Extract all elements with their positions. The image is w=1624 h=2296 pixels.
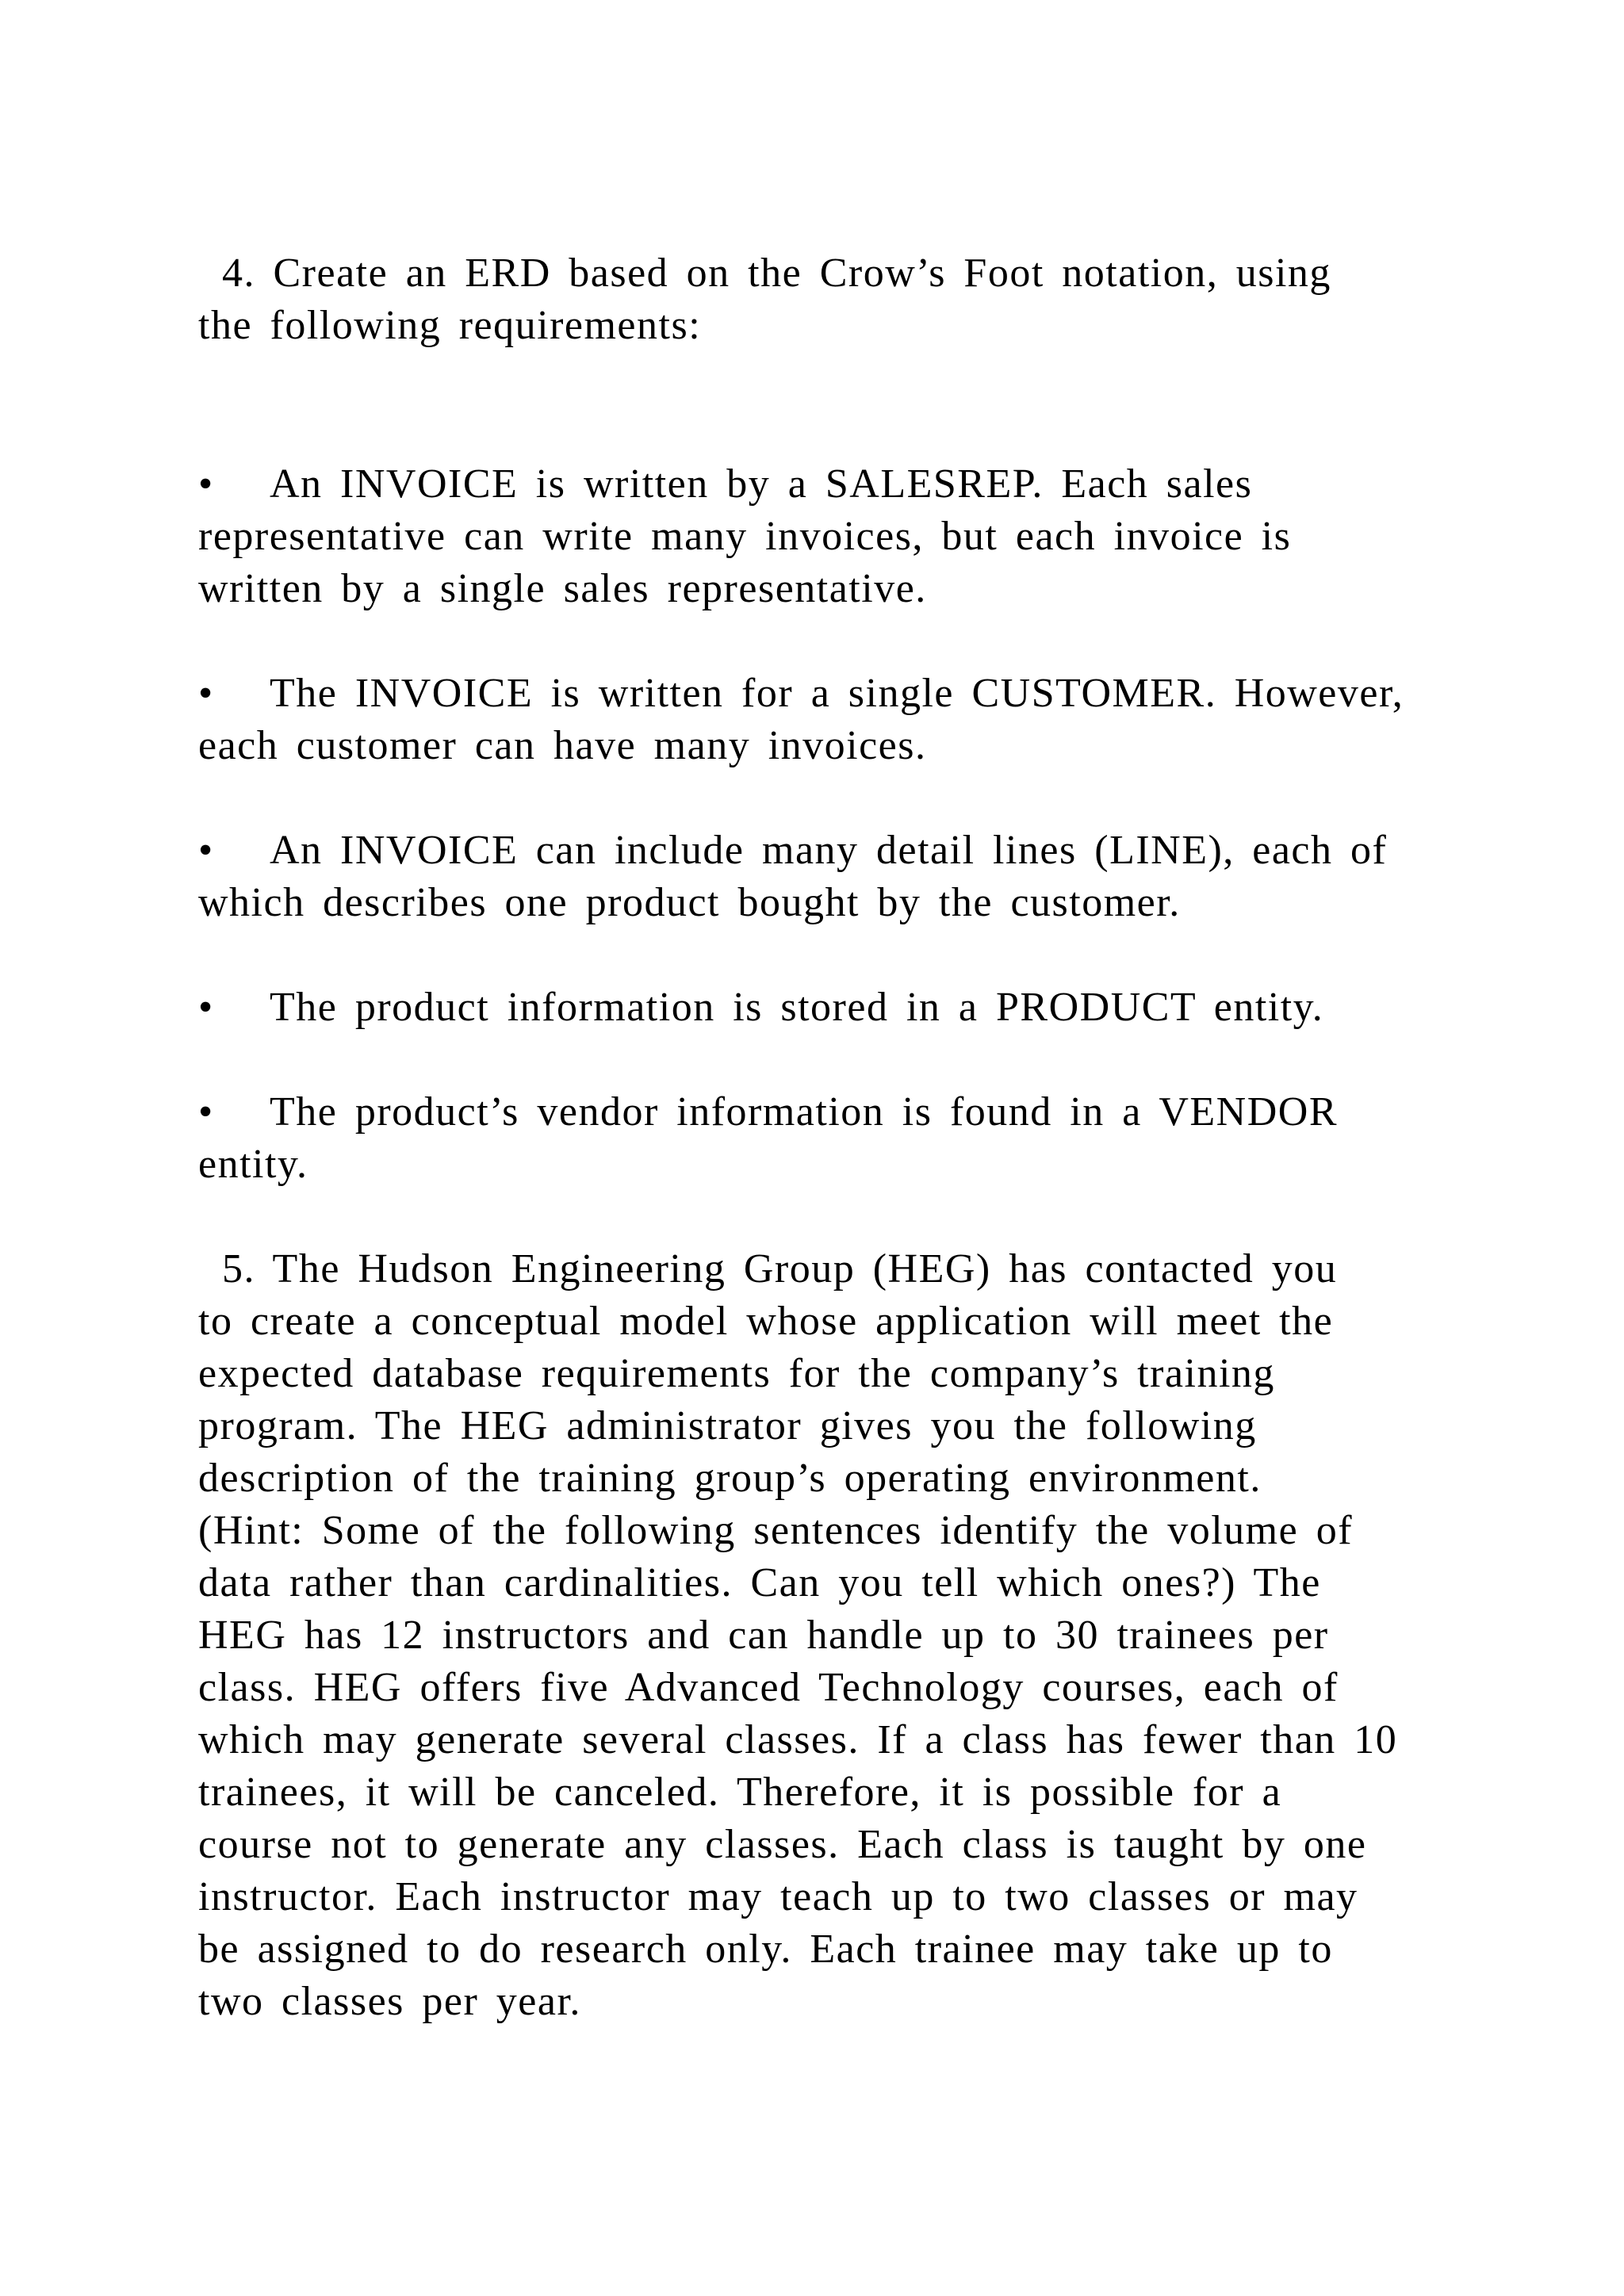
question-5-line-9: class. HEG offers five Advanced Technology courses, each of (198, 1665, 1339, 1710)
question-5-line-10: which may generate several classes. If a class has fewer than 10 (198, 1717, 1398, 1762)
question-5-line-13: instructor. Each instructor may teach up to two classes or may (198, 1874, 1358, 1919)
bullet-mark: • (198, 671, 214, 716)
bullet-5-line-2: entity. (198, 1142, 308, 1187)
question-5-line-5: description of the training group’s operating environment. (198, 1456, 1262, 1501)
question-5-line-2: to create a conceptual model whose application will meet the (198, 1299, 1334, 1344)
bullet-1-line-1: • An INVOICE is written by a SALESREP. Each sales (198, 458, 1507, 511)
bullet-2-line-2: each customer can have many invoices. (198, 723, 927, 768)
bullet-5-line-1: • The product’s vendor information is found in a VENDOR (198, 1086, 1507, 1138)
bullet-2-line-1: • The INVOICE is written for a single CUSTOMER. However, (198, 668, 1507, 720)
question-5-line-12: course not to generate any classes. Each class is taught by one (198, 1822, 1367, 1867)
question-5-line-14: be assigned to do research only. Each trainee may take up to (198, 1927, 1333, 1972)
question-5-line-8: HEG has 12 instructors and can handle up to 30 trainees per (198, 1613, 1329, 1658)
bullet-mark: • (198, 1089, 214, 1135)
question-4-line-2: the following requirements: (198, 303, 702, 348)
question-5-line-11: trainees, it will be canceled. Therefore, it is possible for a (198, 1770, 1282, 1815)
bullet-3-line-1: • An INVOICE can include many detail lines (LINE), each of (198, 825, 1507, 877)
bullet-1-line-2: representative can write many invoices, but each invoice is (198, 514, 1292, 559)
question-5-line-7: data rather than cardinalities. Can you tell which ones?) The (198, 1560, 1321, 1605)
bullet-mark: • (198, 985, 214, 1030)
question-5-line-1: 5. The Hudson Engineering Group (HEG) has contacted you (222, 1246, 1338, 1292)
bullet-mark: • (198, 461, 214, 507)
question-5-line-6: (Hint: Some of the following sentences identify the volume of (198, 1508, 1354, 1553)
bullet-3-line-2: which describes one product bought by the customer. (198, 880, 1181, 925)
bullet-1-line-3: written by a single sales representative. (198, 566, 927, 611)
question-5-line-15: two classes per year. (198, 1979, 581, 2024)
question-4-line-1: 4. Create an ERD based on the Crow’s Foot notation, using (222, 251, 1331, 296)
question-5-line-3: expected database requirements for the company’s training (198, 1351, 1275, 1396)
bullet-4-line-1: • The product information is stored in a PRODUCT entity. (198, 982, 1507, 1034)
question-5-line-4: program. The HEG administrator gives you the following (198, 1403, 1257, 1448)
bullet-mark: • (198, 828, 214, 873)
